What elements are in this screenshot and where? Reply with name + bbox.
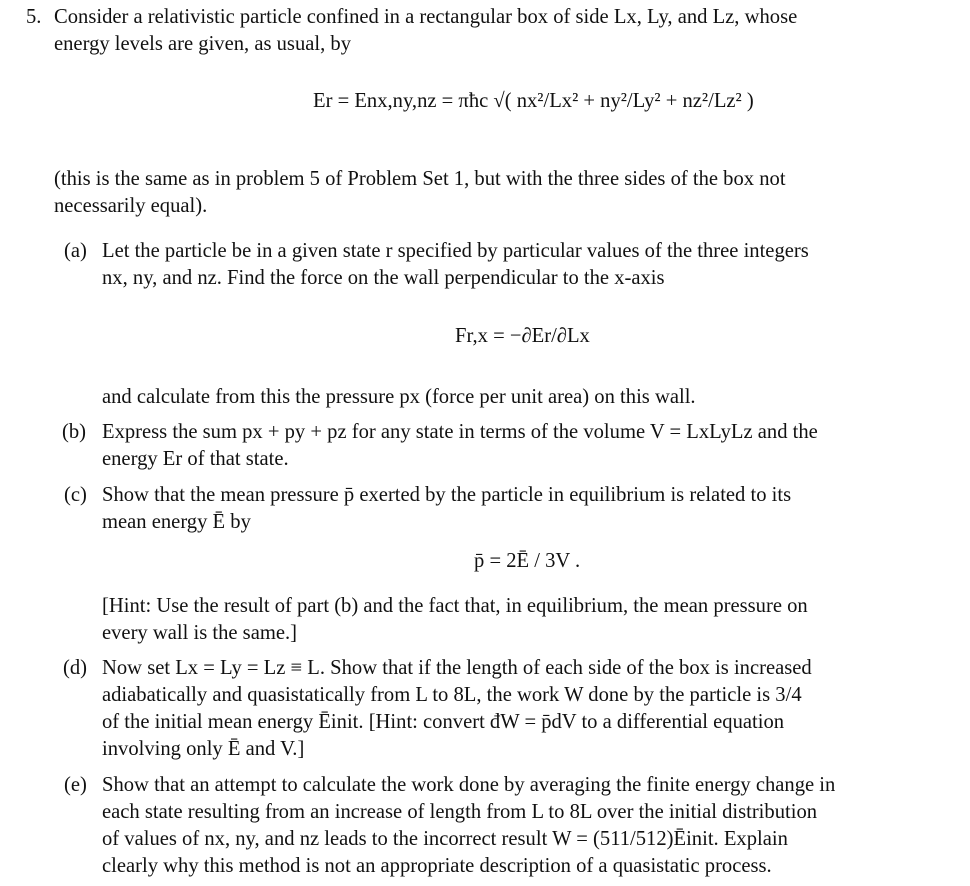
part-e-line-1: Show that an attempt to calculate the work done by averaging the finite energy change in [102, 774, 836, 796]
part-a-line-1: Let the particle be in a given state r specified by particular values of the three integers [102, 240, 809, 262]
force-equation: Fr,x = −∂Er/∂Lx [455, 325, 590, 347]
part-b-line-2: energy Er of that state. [102, 448, 289, 470]
part-b-line-1: Express the sum px + py + pz for any state in terms of the volume V = LxLyLz and the [102, 421, 818, 443]
part-c-hint-1: [Hint: Use the result of part (b) and the fact that, in equilibrium, the mean pressure on [102, 595, 808, 617]
part-d-label: (d) [63, 657, 88, 679]
pressure-equation: p̄ = 2Ē / 3V . [474, 550, 581, 572]
part-e-label: (e) [64, 774, 87, 796]
energy-equation-text: Er = Enx,ny,nz = πħc √( nx²/Lx² + ny²/Ly² + nz²/Lz² ) [313, 90, 754, 112]
note-line-1: (this is the same as in problem 5 of Problem Set 1, but with the three sides of the box not [54, 168, 786, 190]
intro-line-1: Consider a relativistic particle confined in a rectangular box of side Lx, Ly, and Lz, whose [54, 6, 798, 28]
part-a-line-2: nx, ny, and nz. Find the force on the wall perpendicular to the x-axis [102, 267, 665, 289]
part-d-line-3: of the initial mean energy Ēinit. [Hint: convert đW = p̄dV to a differential equation [102, 711, 785, 733]
part-d-line-1: Now set Lx = Ly = Lz ≡ L. Show that if the length of each side of the box is increased [102, 657, 812, 679]
note-line-2: necessarily equal). [54, 195, 208, 217]
problem-number: 5. [26, 6, 42, 28]
part-e-line-3: of values of nx, ny, and nz leads to the incorrect result W = (511/512)Ēinit. Explain [102, 828, 788, 850]
intro-line-2: energy levels are given, as usual, by [54, 33, 351, 55]
part-c-line-1: Show that the mean pressure p̄ exerted by the particle in equilibrium is related to its [102, 484, 792, 506]
part-a-line-3: and calculate from this the pressure px (force per unit area) on this wall. [102, 386, 696, 408]
part-e-line-4: clearly why this method is not an appropriate description of a quasistatic process. [102, 855, 772, 877]
part-b-label: (b) [62, 421, 87, 443]
part-c-label: (c) [64, 484, 87, 506]
part-e-line-2: each state resulting from an increase of length from L to 8L over the initial distribution [102, 801, 818, 823]
part-c-hint-2: every wall is the same.] [102, 622, 297, 644]
energy-equation [313, 76, 754, 113]
part-d-line-2: adiabatically and quasistatically from L to 8L, the work W done by the particle is 3/4 [102, 684, 802, 706]
part-d-line-4: involving only Ē and V.] [102, 738, 305, 760]
part-c-line-2: mean energy Ē by [102, 511, 251, 533]
part-a-label: (a) [64, 240, 87, 262]
